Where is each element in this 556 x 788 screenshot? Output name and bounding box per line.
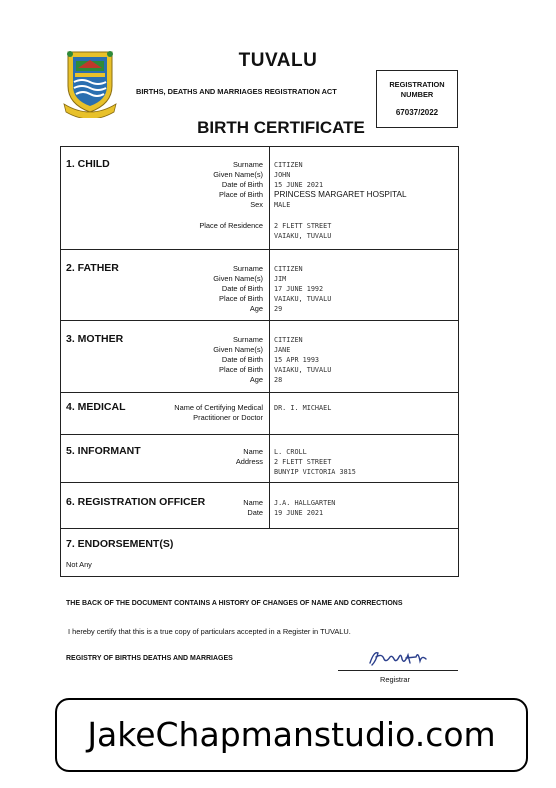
- section-title: 3. MOTHER: [66, 333, 124, 345]
- endorsement-text: Not Any: [66, 560, 92, 569]
- registration-label: NUMBER: [400, 90, 434, 99]
- registry-name: REGISTRY OF BIRTHS DEATHS AND MARRIAGES: [66, 655, 233, 662]
- section-registration-officer: [61, 483, 458, 529]
- signature-line: [338, 670, 458, 671]
- section-title: 2. FATHER: [66, 262, 119, 274]
- field-label: Surname Given Name(s) Date of Birth Place of Birth Age: [213, 335, 263, 384]
- section-father: [61, 250, 458, 321]
- field-values: CITIZEN JANE 15 APR 1993 VAIAKU, TUVALU 28: [274, 336, 332, 384]
- registration-label: REGISTRATION: [389, 80, 445, 89]
- field-label: Surname Given Name(s) Date of Birth Place of Birth Sex: [213, 160, 263, 209]
- residence-value: 2 FLETT STREET VAIAKU, TUVALU: [274, 222, 332, 240]
- field-label: Surname Given Name(s) Date of Birth Place of Birth Age: [213, 264, 263, 313]
- field-value: DR. I. MICHAEL: [274, 404, 332, 412]
- country-title: TUVALU: [238, 50, 318, 71]
- back-of-document-note: THE BACK OF THE DOCUMENT CONTAINS A HISTORY OF CHANGES OF NAME AND CORRECTIONS: [66, 600, 403, 607]
- field-values: CITIZEN JIM 17 JUNE 1992 VAIAKU, TUVALU 29: [274, 265, 332, 313]
- section-medical: [61, 393, 458, 435]
- registration-number: 67037/2022: [395, 108, 439, 117]
- section-title: 1. CHILD: [66, 158, 110, 170]
- section-title: 4. MEDICAL: [66, 401, 126, 413]
- registrar-signature: [366, 647, 430, 669]
- section-title: 6. REGISTRATION OFFICER: [66, 496, 206, 508]
- section-mother: [61, 321, 458, 393]
- certification-statement: I hereby certify that this is a true copy of particulars accepted in a Register in TUVALU.: [68, 627, 351, 636]
- residence-label: Place of Residence: [199, 221, 263, 230]
- section-informant: [61, 435, 458, 483]
- watermark-banner: JakeChapmanstudio.com: [55, 698, 528, 772]
- field-label: Name Date: [243, 498, 263, 517]
- certificate-form: [60, 146, 459, 577]
- document-title: BIRTH CERTIFICATE: [197, 118, 365, 137]
- field-label: Name Address: [235, 447, 263, 466]
- registration-act: BIRTHS, DEATHS AND MARRIAGES REGISTRATION ACT: [136, 87, 337, 96]
- field-values: L. CROLL 2 FLETT STREET BUNYIP VICTORIA 3815: [274, 448, 356, 476]
- section-title: 7. ENDORSEMENT(S): [66, 538, 174, 550]
- section-title: 5. INFORMANT: [66, 445, 141, 457]
- field-values: J.A. HALLGARTEN 19 JUNE 2021: [274, 499, 336, 517]
- field-values: CITIZEN JOHN 15 JUNE 2021 PRINCESS MARGARET HOSPITAL MALE: [274, 161, 407, 209]
- field-label: Name of Certifying Medical Practitioner or Doctor: [174, 403, 263, 422]
- section-endorsement: [61, 529, 458, 576]
- registrar-label: Registrar: [380, 675, 410, 684]
- section-child: [61, 147, 458, 250]
